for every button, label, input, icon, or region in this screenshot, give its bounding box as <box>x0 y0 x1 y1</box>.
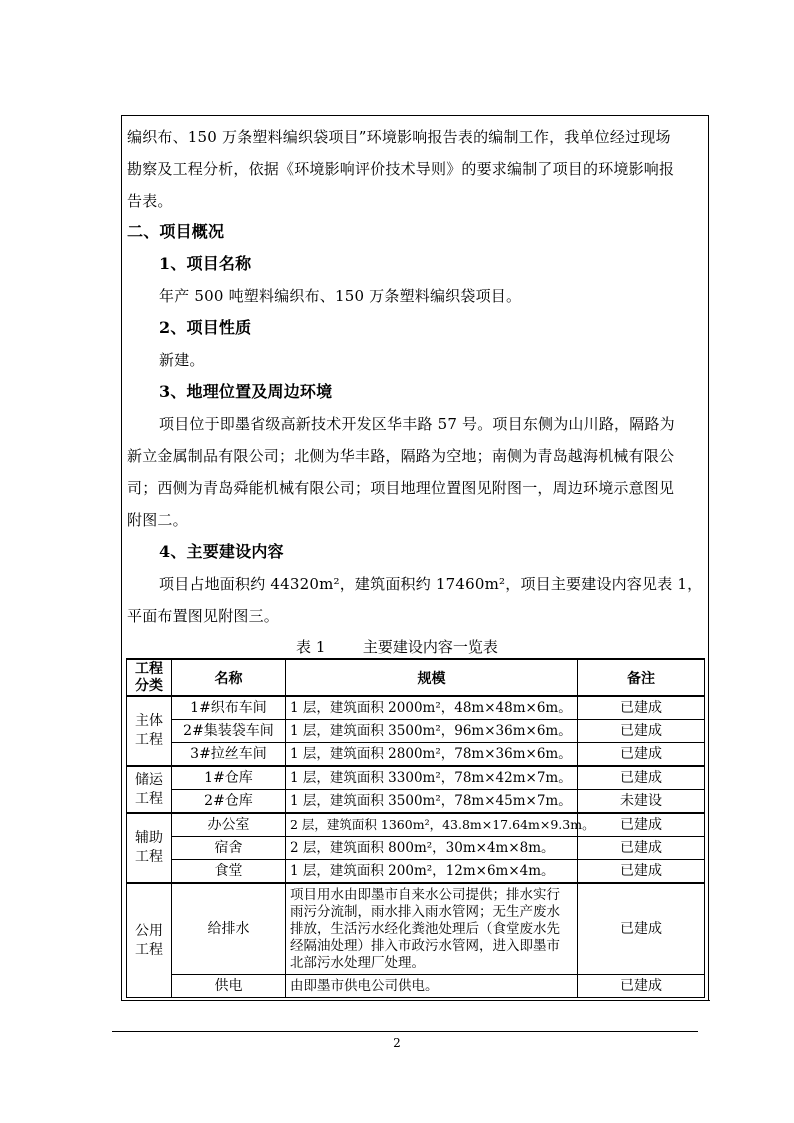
row-note: 已建成 <box>578 837 705 860</box>
row-scale: 1 层，建筑面积 3300m²，78m×42m×7m。 <box>286 766 578 790</box>
row-name: 2#仓库 <box>172 790 286 814</box>
subheading-project-name: 1、项目名称 <box>159 254 252 273</box>
row-name: 2#集装袋车间 <box>172 720 286 743</box>
project-nature-text: 新建。 <box>159 351 205 369</box>
row-scale: 2 层，建筑面积 1360m²，43.8m×17.64m×9.3m。 <box>286 813 578 837</box>
row-note: 已建成 <box>578 860 705 884</box>
row-note: 已建成 <box>578 766 705 790</box>
row-name: 供电 <box>172 975 286 998</box>
row-note: 已建成 <box>578 883 705 975</box>
row-scale: 1 层，建筑面积 2000m²，48m×48m×6m。 <box>286 696 578 720</box>
row-name: 办公室 <box>172 813 286 837</box>
intro-line-1: 编织布、150 万条塑料编织袋项目”环境影响报告表的编制工作，我单位经过现场 <box>127 128 671 146</box>
row-name: 1#织布车间 <box>172 696 286 720</box>
frame-bottom-border <box>121 1000 710 1001</box>
header-category: 工程分类 <box>127 659 172 696</box>
group-storage: 储运工程 <box>127 766 172 813</box>
subheading-project-nature: 2、项目性质 <box>159 318 252 337</box>
footer-rule <box>112 1031 698 1032</box>
table-caption-title: 主要建设内容一览表 <box>362 638 498 656</box>
group-main: 主体工程 <box>127 696 172 766</box>
page-number: 2 <box>393 1036 401 1050</box>
header-name: 名称 <box>172 659 286 696</box>
table-row <box>127 766 705 790</box>
row-name: 1#仓库 <box>172 766 286 790</box>
table-row <box>127 813 705 837</box>
table-row <box>127 883 705 975</box>
construction-table <box>126 658 705 998</box>
table-row <box>127 790 705 814</box>
location-line-2: 新立金属制品有限公司；北侧为华丰路，隔路为空地；南侧为青岛越海机械有限公 <box>127 447 675 465</box>
row-name: 宿舍 <box>172 837 286 860</box>
row-note: 已建成 <box>578 975 705 998</box>
location-line-3: 司；西侧为青岛舜能机械有限公司；项目地理位置图见附图一，周边环境示意图见 <box>127 479 675 497</box>
row-name: 3#拉丝车间 <box>172 743 286 767</box>
table-caption-number: 表 1 <box>296 638 326 656</box>
row-note: 已建成 <box>578 696 705 720</box>
content-line-2: 平面布置图见附图三。 <box>127 607 280 625</box>
section-heading-overview: 二、项目概况 <box>127 222 225 241</box>
row-scale: 1 层，建筑面积 3500m²，96m×36m×6m。 <box>286 720 578 743</box>
location-line-4: 附图二。 <box>127 511 188 529</box>
project-name-text: 年产 500 吨塑料编织布、150 万条塑料编织袋项目。 <box>159 287 522 305</box>
intro-line-3: 告表。 <box>127 192 173 210</box>
row-scale: 由即墨市供电公司供电。 <box>286 975 578 998</box>
row-scale: 项目用水由即墨市自来水公司提供；排水实行雨污分流制，雨水排入雨水管网；无生产废水排放，生活污水经化粪池处理后（食堂废水先经隔油处理）排入市政污水管网，进入即墨市北部污水处理厂处理。 <box>286 883 578 975</box>
row-scale: 1 层，建筑面积 2800m²，78m×36m×6m。 <box>286 743 578 767</box>
table-row <box>127 975 705 998</box>
table-row <box>127 860 705 884</box>
table-row <box>127 743 705 767</box>
row-note: 已建成 <box>578 813 705 837</box>
row-name: 食堂 <box>172 860 286 884</box>
row-name: 给排水 <box>172 883 286 975</box>
location-line-1: 项目位于即墨省级高新技术开发区华丰路 57 号。项目东侧为山川路，隔路为 <box>159 415 675 433</box>
header-scale: 规模 <box>286 659 578 696</box>
group-public: 公用工程 <box>127 883 172 998</box>
row-scale: 2 层，建筑面积 800m²，30m×4m×8m。 <box>286 837 578 860</box>
subheading-construction: 4、主要建设内容 <box>159 542 284 561</box>
row-note: 已建成 <box>578 743 705 767</box>
table-row <box>127 696 705 720</box>
row-scale: 1 层，建筑面积 3500m²，78m×45m×7m。 <box>286 790 578 814</box>
row-note: 未建设 <box>578 790 705 814</box>
header-note: 备注 <box>578 659 705 696</box>
table-row <box>127 837 705 860</box>
row-scale: 1 层，建筑面积 200m²，12m×6m×4m。 <box>286 860 578 884</box>
group-aux: 辅助工程 <box>127 813 172 883</box>
table-caption <box>0 637 794 657</box>
row-note: 已建成 <box>578 720 705 743</box>
table-header-row <box>127 659 705 696</box>
intro-line-2: 勘察及工程分析，依据《环境影响评价技术导则》的要求编制了项目的环境影响报 <box>127 160 675 178</box>
content-line-1: 项目占地面积约 44320m²，建筑面积约 17460m²，项目主要建设内容见表 1， <box>159 575 703 593</box>
subheading-location: 3、地理位置及周边环境 <box>159 382 333 401</box>
table-row <box>127 720 705 743</box>
